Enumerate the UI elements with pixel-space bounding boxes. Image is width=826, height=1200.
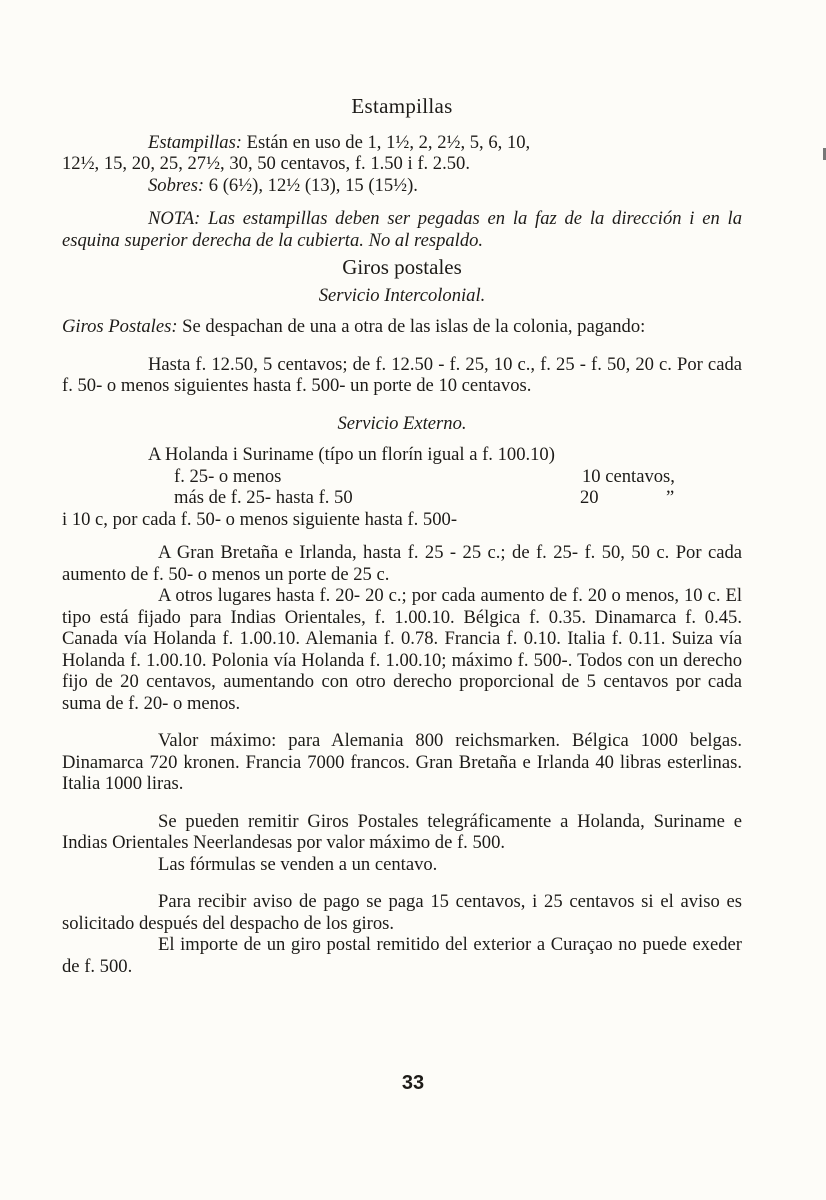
spacer	[62, 397, 742, 413]
holanda-row-3	[62, 487, 742, 509]
section-title-estampillas: Estampillas	[351, 94, 453, 118]
valor-maximo-paragraph: Valor máximo: para Alemania 800 reichsmarken. Bélgica 1000 belgas. Dinamarca 720 kronen. Francia 7000 francos. Gran Bretaña e Irlanda 40 libras esterlinas. Italia 1000 liras.	[62, 730, 742, 794]
otros-lugares-paragraph: A otros lugares hasta f. 20- 20 c.; por cada aumento de f. 20 o menos, 10 c. El tipo está fijado para Indias Orientales, f. 1.00.10. Bélgica f. 0.35. Dinamarca f. 0.45. Canada vía Holanda f. 1.00.10. Alemania f. 0.78. Francia f. 0.10. Italia f. 0.11. Suiza vía Holanda f. 1.00.10. Polonia vía Holanda f. 1.00.10; máximo f. 500-. Todos con un derecho fijo de 20 centavos, aumentando con otro derecho proporcional de 5 centavos por cada suma de f. 20- o menos.	[62, 585, 742, 714]
spacer	[62, 196, 742, 208]
page-number: 33	[401, 1072, 425, 1094]
holanda-row-3-mid: 20	[580, 487, 599, 508]
estampillas-paragraph	[62, 132, 742, 175]
estampillas-label: Estampillas:	[148, 131, 243, 153]
holanda-line-4: i 10 c, por cada f. 50- o menos siguiente hasta f. 500-	[62, 508, 458, 530]
spacer	[62, 714, 742, 730]
importe-paragraph: El importe de un giro postal remitido del exterior a Curaçao no puede exeder de f. 500.	[62, 934, 742, 977]
giros-intro-paragraph	[62, 316, 742, 338]
subtitle-intercolonial: Servicio Intercolonial.	[318, 284, 486, 306]
nota-paragraph	[62, 208, 742, 251]
nota-label: NOTA:	[148, 208, 201, 229]
sobres-paragraph	[62, 175, 742, 197]
document-page	[62, 96, 742, 977]
spacer	[62, 338, 742, 354]
sobres-text: 6 (6½), 12½ (13), 15 (15½).	[204, 174, 418, 196]
giros-intro-label: Giros Postales:	[62, 316, 178, 337]
giros-intro-text: Se despachan de una a otra de las islas de la colonia, pagando:	[177, 316, 646, 337]
spacer	[62, 795, 742, 811]
estampillas-text-2: 12½, 15, 20, 25, 27½, 30, 50 centavos, f. 1.50 i f. 2.50.	[62, 153, 470, 174]
subtitle-externo: Servicio Externo.	[337, 412, 467, 434]
formulas-paragraph: Las fórmulas se venden a un centavo.	[158, 853, 438, 875]
nota-text: Las estampillas deben ser pegadas en la faz de la dirección i en la esquina superior derecha de la cubierta. No al respaldo.	[62, 208, 742, 251]
estampillas-text-1: Están en uso de 1, 1½, 2, 2½, 5, 6, 10,	[242, 131, 531, 153]
holanda-row-2-left: f. 25- o menos	[174, 465, 282, 487]
hasta-paragraph: Hasta f. 12.50, 5 centavos; de f. 12.50 - f. 25, 10 c., f. 25 - f. 50, 20 c. Por cada f. 50- o menos siguientes hasta f. 500- un porte de 10 centavos.	[62, 353, 742, 396]
holanda-row-3-right: ”	[666, 487, 675, 508]
telegraficamente-paragraph: Se pueden remitir Giros Postales telegráficamente a Holanda, Suriname e Indias Orientales Neerlandesas por valor máximo de f. 500.	[62, 810, 742, 853]
holanda-row-3-left: más de f. 25- hasta f. 50	[174, 487, 353, 508]
holanda-line-1: A Holanda i Suriname (típo un florín igual a f. 100.10)	[148, 444, 555, 465]
sobres-label: Sobres:	[148, 174, 205, 196]
holanda-row-2	[62, 466, 742, 488]
holanda-row-2-right: 10 centavos,	[582, 465, 675, 487]
gran-bretana-paragraph: A Gran Bretaña e Irlanda, hasta f. 25 - 25 c.; de f. 25- f. 50, 50 c. Por cada aumento de f. 50- o menos un porte de 25 c.	[62, 542, 742, 585]
spacer	[62, 530, 742, 542]
aviso-paragraph: Para recibir aviso de pago se paga 15 centavos, i 25 centavos si el aviso es solicitado después del despacho de los giros.	[62, 891, 742, 934]
section-title-giros: Giros postales	[342, 255, 462, 279]
spacer	[62, 875, 742, 891]
